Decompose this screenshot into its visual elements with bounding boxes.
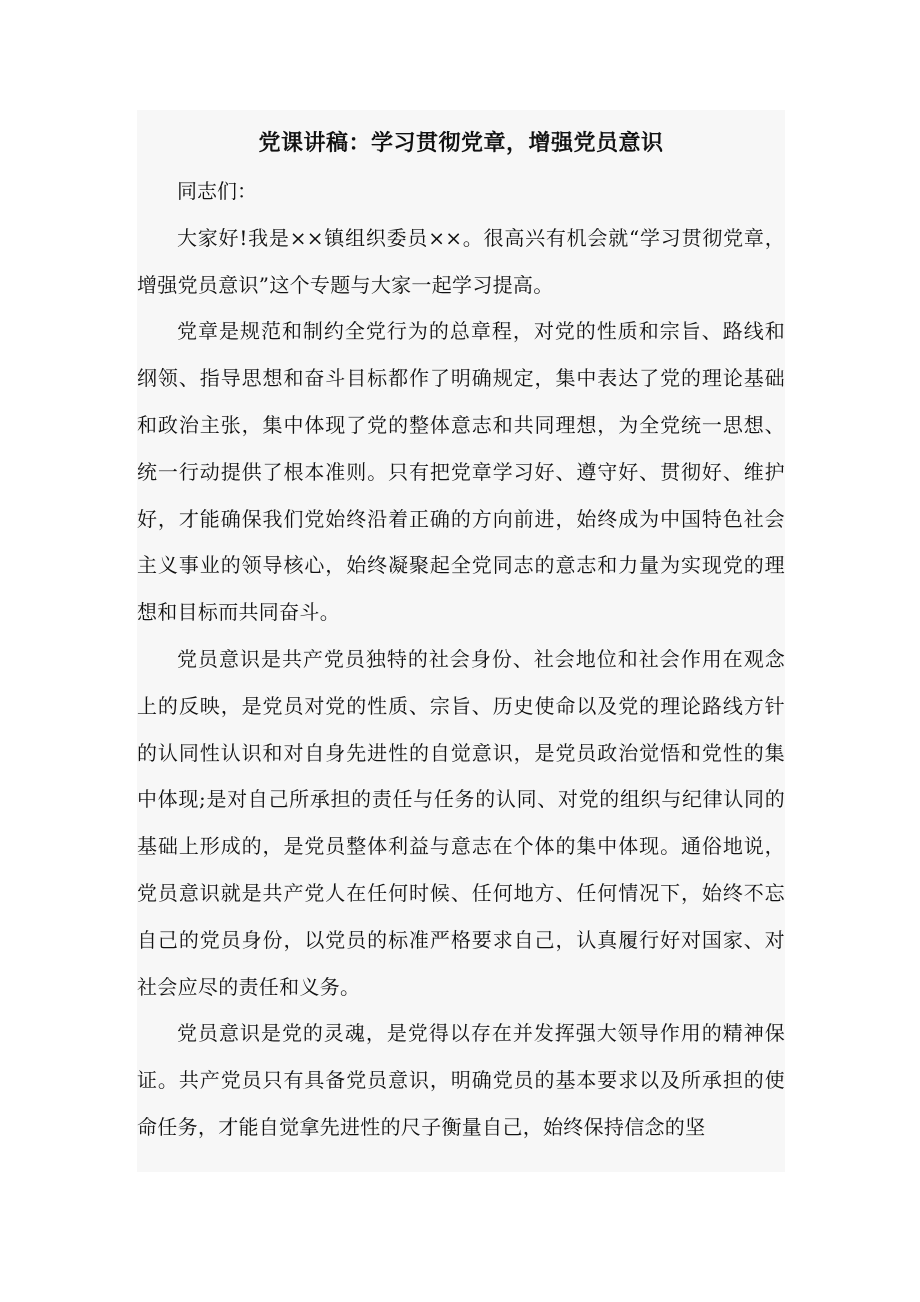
document-page xyxy=(137,110,785,1172)
paragraph-intro: 大家好!我是××镇组织委员××。很高兴有机会就“学习贯彻党章，增强党员意识”这个专题与大家一起学习提高。 xyxy=(137,225,785,297)
document-title: 党课讲稿：学习贯彻党章，增强党员意识 xyxy=(258,131,664,156)
paragraph-member-awareness-soul: 党员意识是党的灵魂，是党得以存在并发挥强大领导作用的精神保证。共产党员只有具备党员意识，明确党员的基本要求以及所承担的使命任务，才能自觉拿先进性的尺子衡量自己，始终保持信念的坚 xyxy=(137,1021,785,1139)
paragraph-member-awareness-definition: 党员意识是共产党员独特的社会身份、社会地位和社会作用在观念上的反映，是党员对党的性质、宗旨、历史使命以及党的理论路线方针的认同性认识和对自身先进性的自觉意识，是党员政治觉悟和党性的集中体现;是对自己所承担的责任与任务的认同、对党的组织与纪律认同的基础上形成的，是党员整体利益与意志在个体的集中体现。通俗地说，党员意识就是共产党人在任何时候、任何地方、任何情况下，始终不忘自己的党员身份，以党员的标准严格要求自己，认真履行好对国家、对社会应尽的责任和义务。 xyxy=(137,646,785,999)
paragraph-party-constitution: 党章是规范和制约全党行为的总章程，对党的性质和宗旨、路线和纲领、指导思想和奋斗目标都作了明确规定，集中表达了党的理论基础和政治主张，集中体现了党的整体意志和共同理想，为全党统一思想、统一行动提供了根本准则。只有把党章学习好、遵守好、贯彻好、维护好，才能确保我们党始终沿着正确的方向前进，始终成为中国特色社会主义事业的领导核心，始终凝聚起全党同志的意志和力量为实现党的理想和目标而共同奋斗。 xyxy=(137,319,785,625)
greeting: 同志们： xyxy=(177,179,257,203)
